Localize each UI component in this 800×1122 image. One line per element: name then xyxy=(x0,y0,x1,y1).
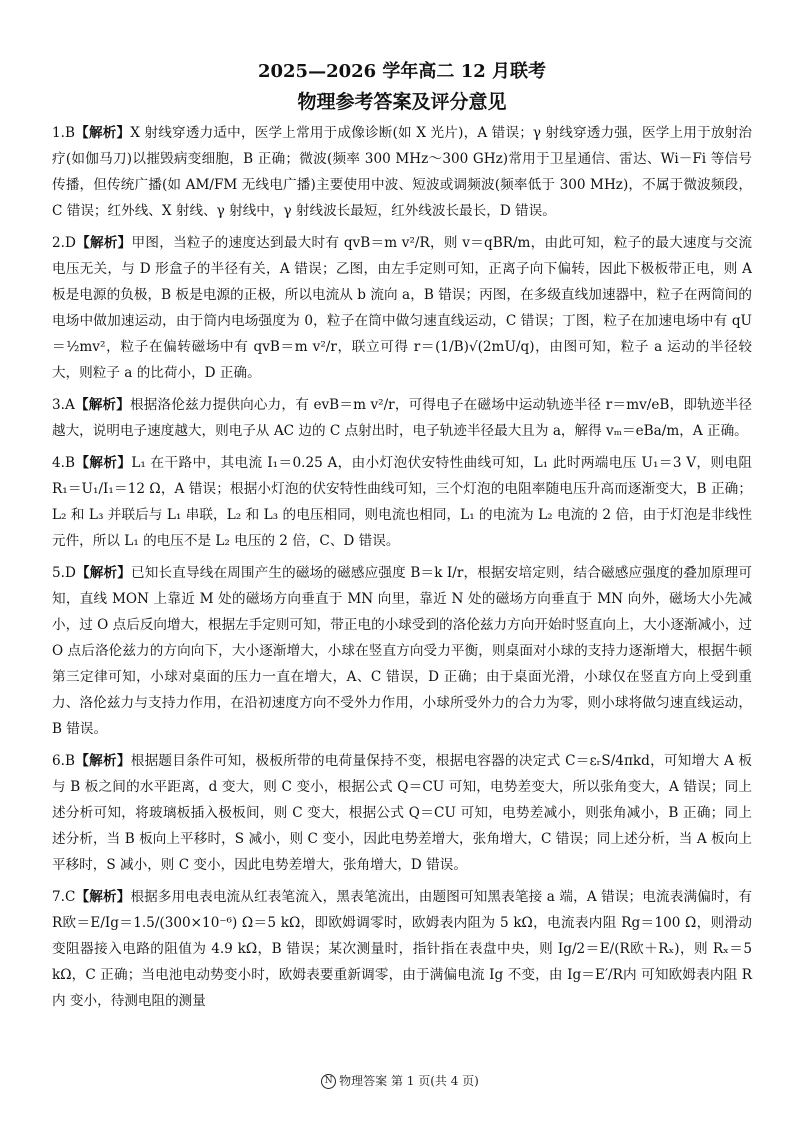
answer-text: L₁ 在干路中，其电流 I₁＝0.25 A，由小灯泡伏安特性曲线可知，L₁ 此时两端电压 U₁＝3 V，则电阻 R₁＝U₁/I₁＝12 Ω，A 错误；根据小灯泡的伏安特性曲线可知，三个灯泡的电阻率随电压升高而逐渐变大，B 正确；L₂ 和 L₃ 并联后与 L₁ 串联，L₂ 和 L₃ 的电压相同，则电流也相同，L₁ 的电流为 L₂ 电流的 2 倍，由于灯泡是非线性元件，所以 L₁ 的电压不是 L₂ 电压的 2 倍，C、D 错误。 xyxy=(52,455,752,549)
analysis-tag: 【解析】 xyxy=(74,455,132,471)
page-number-text: 物理答案 第 1 页(共 4 页) xyxy=(339,1074,479,1088)
answer-text: 已知长直导线在周围产生的磁场的磁感应强度 B＝k I/r，根据安培定则，结合磁感应强度的叠加原理可知，直线 MON 上靠近 M 处的磁场方向垂直于 MN 向里，靠近 N 处的磁场方向垂直于 MN 向外，磁场大小先减小，过 O 点后反向增大，根据左手定则可知，带正电的小球受到的洛伦兹力方向开始时竖直向上，大小逐渐减小，过 O 点后洛伦兹力的方向向下，大小逐渐增大，小球在竖直方向受力平衡，则桌面对小球的支持力逐渐增大，根据牛顿第三定律可知，小球对桌面的压力一直在增大，A、C 错误，D 正确；由于桌面光滑，小球仅在竖直方向上受到重力、洛伦兹力与支持力作用，在沿初速度方向不受外力作用，小球所受外力的合力为零，则小球将做匀速直线运动，B 错误。 xyxy=(52,565,752,737)
answer-item-1 xyxy=(52,120,752,224)
answer-item-7 xyxy=(52,884,752,1014)
answer-text: 甲图，当粒子的速度达到最大时有 qvB＝m v²/R，则 v＝qBR/m，由此可知，粒子的最大速度与交流电压无关，与 D 形盒子的半径有关，A 错误；乙图，由左手定则可知，正离子向下偏转，因此下极板带正电，则 A 板是电源的负极，B 板是电源的正极，所以电流从 b 流向 a，B 错误；丙图，在多级直线加速器中，粒子在两筒间的电场中做加速运动，由于筒内电场强度为 0，粒子在筒中做匀速直线运动，C 错误；丁图，粒子在加速电场中有 qU＝½mv²，粒子在偏转磁场中有 qvB＝m v²/r，联立可得 r＝(1/B)√(2mU/q)，由图可知，粒子 a 运动的半径较大，则粒子 a 的比荷小，D 正确。 xyxy=(52,235,752,381)
analysis-tag: 【解析】 xyxy=(74,125,131,141)
answer-number: 3.A xyxy=(52,397,75,413)
circled-n-mark: N xyxy=(321,1074,336,1089)
analysis-tag: 【解析】 xyxy=(75,235,132,251)
answer-text: 根据洛伦兹力提供向心力，有 evB＝m v²/r，可得电子在磁场中运动轨迹半径 r＝mv/eB，即轨迹半径越大，说明电子速度越大，则电子从 AC 边的 C 点射出时，电子轨迹半径最大且为 a，解得 vₘ＝eBa/m，A 正确。 xyxy=(52,397,752,439)
answer-number: 6.B xyxy=(52,753,75,769)
page-footer xyxy=(0,1072,800,1089)
answer-item-6 xyxy=(52,748,752,878)
analysis-tag: 【解析】 xyxy=(75,565,131,581)
analysis-tag: 【解析】 xyxy=(74,753,131,769)
answer-item-4 xyxy=(52,450,752,554)
answer-text: 根据题目条件可知，极板所带的电荷量保持不变，根据电容器的决定式 C＝εᵣS/4πkd，可知增大 A 板与 B 板之间的水平距离，d 变大，则 C 变小，根据公式 Q＝CU 可知，电势差变大，所以张角变大，A 错误；同上述分析可知，将玻璃板插入极板间，则 C 变大，根据公式 Q＝CU 可知，电势差减小，则张角减小，B 正确；同上述分析，当 B 板向上平移时，S 减小，则 C 变小，因此电势差增大，张角增大，C 错误；同上述分析，当 A 板向上平移时，S 减小，则 C 变小，因此电势差增大，张角增大，D 错误。 xyxy=(52,753,752,873)
answer-number: 1.B xyxy=(52,125,75,141)
answer-item-5 xyxy=(52,560,752,742)
answer-number: 7.C xyxy=(52,889,76,905)
answer-number: 5.D xyxy=(52,565,76,581)
answer-item-3 xyxy=(52,392,752,444)
answer-number: 4.B xyxy=(52,455,75,471)
answer-text: 根据多用电表电流从红表笔流入，黑表笔流出，由题图可知黑表笔接 a 端，A 错误；电流表满偏时，有 R欧＝E/Ig＝1.5/(300×10⁻⁶) Ω＝5 kΩ，即欧姆调零时，欧姆表内阻为 5 kΩ，电流表内阻 Rg＝100 Ω，则滑动变阻器接入电路的阻值为 4.9 kΩ，B 错误；某次测量时，指针指在表盘中央，则 Ig/2＝E/(R欧＋Rₓ)，则 Rₓ＝5 kΩ，C 正确；当电池电动势变小时，欧姆表要重新调零，由于满偏电流 Ig 不变，由 Ig＝E′/R内 可知欧姆表内阻 R内 变小，待测电阻的测量 xyxy=(52,889,752,1009)
exam-title: 2025—2026 学年高二 12 月联考 xyxy=(257,61,547,82)
answer-text: X 射线穿透力适中，医学上常用于成像诊断(如 X 光片)，A 错误；γ 射线穿透力强，医学上用于放射治疗(如伽马刀)以摧毁病变细胞，B 正确；微波(频率 300 MHz～300 GHz)常用于卫星通信、雷达、Wi－Fi 等信号传播，但传统广播(如 AM/FM 无线电广播)主要使用中波、短波或调频波(频率低于 300 MHz)，不属于微波频段，C 错误；红外线、X 射线、γ 射线中，γ 射线波长最短，红外线波长最长，D 错误。 xyxy=(52,125,753,219)
answer-number: 2.D xyxy=(52,235,76,251)
answer-page xyxy=(52,58,752,1014)
analysis-tag: 【解析】 xyxy=(75,889,131,905)
answer-item-2 xyxy=(52,230,752,386)
analysis-tag: 【解析】 xyxy=(74,397,131,413)
answer-key-title: 物理参考答案及评分意见 xyxy=(297,91,507,113)
